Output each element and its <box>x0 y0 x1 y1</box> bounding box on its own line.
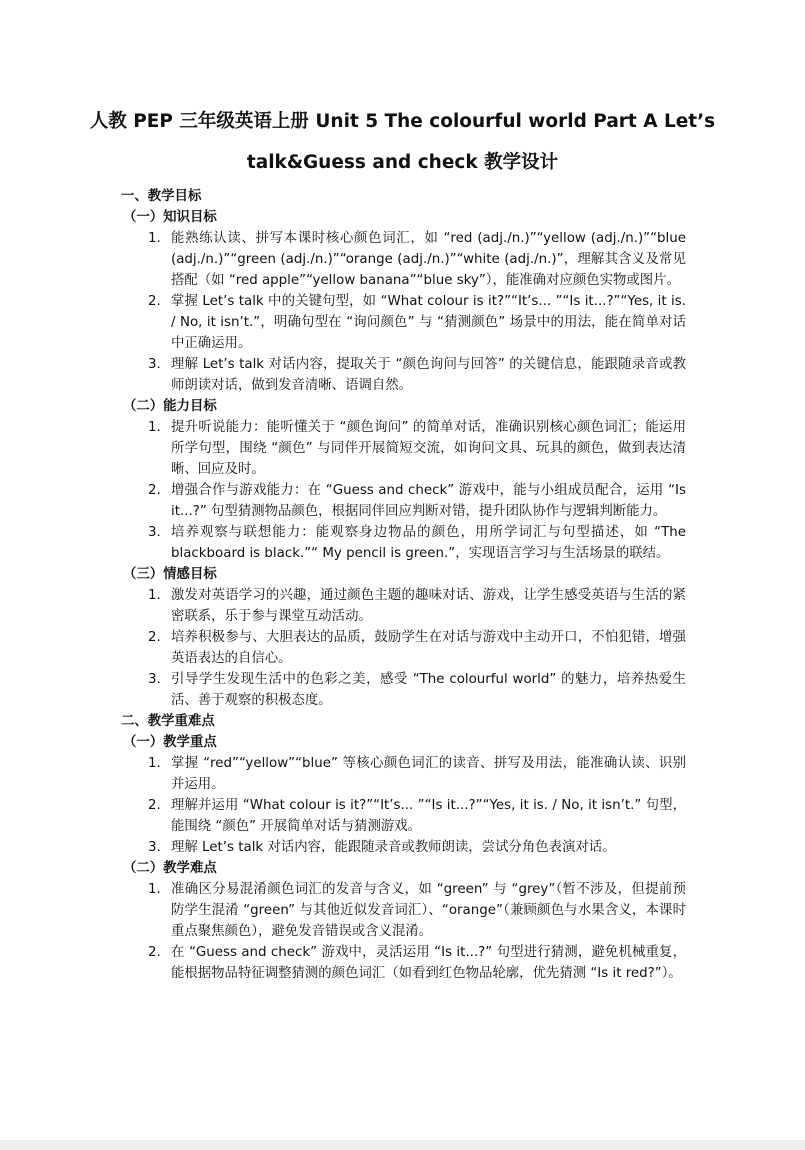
list-item-text: 掌握 Let’s talk 中的关键句型，如 “What colour is it?”“It’s... ”“Is it...?”“Yes, it is. / No, it isn’t.”，明确句型在 “询问颜色” 与 “猜测颜色” 场景中的用法，能在简单对话中正确运用。 <box>171 294 686 351</box>
list-item-text: 准确区分易混淆颜色词汇的发音与含义，如 “green” 与 “grey”（暂不涉及，但提前预防学生混淆 “green” 与其他近似发音词汇）、“orange”（兼顾颜色与水果含义，本课时重点聚焦颜色），避免发音错误或含义混淆。 <box>171 882 686 939</box>
list-item-number: 3. <box>148 672 161 687</box>
subsection-heading: （一）知识目标 <box>123 210 217 225</box>
list-item-text: 增强合作与游戏能力：在 “Guess and check” 游戏中，能与小组成员配合，运用 “Is it...?” 句型猜测物品颜色，根据同伴回应判断对错，提升团队协作与逻辑判断能力。 <box>171 483 686 519</box>
list-item-number: 1. <box>148 588 161 603</box>
list-item <box>121 753 686 795</box>
list-item-text: 培养积极参与、大胆表达的品质，鼓励学生在对话与游戏中主动开口，不怕犯错，增强英语表达的自信心。 <box>171 630 686 666</box>
list-item-text: 在 “Guess and check” 游戏中，灵活运用 “Is it...?” 句型进行猜测，避免机械重复，能根据物品特征调整猜测的颜色词汇（如看到红色物品轮廓，优先猜测 “Is it red?”）。 <box>171 945 686 981</box>
list-item-number: 2. <box>148 798 161 813</box>
document-title-line-2: talk&Guess and check 教学设计 <box>246 152 559 173</box>
list-item <box>121 795 686 837</box>
list-item <box>121 837 686 858</box>
list-item-number: 1. <box>148 882 161 897</box>
list-item-text: 理解并运用 “What colour is it?”“It’s... ”“Is it...?”“Yes, it is. / No, it isn’t.” 句型，能围绕 “颜色” 开展简单对话与猜测游戏。 <box>171 798 686 834</box>
list-item <box>121 228 686 291</box>
list-item-number: 3. <box>148 840 161 855</box>
section-heading: 一、教学目标 <box>121 189 202 204</box>
document-body <box>121 186 686 984</box>
subsection-heading: （三）情感目标 <box>123 567 217 582</box>
list-item <box>121 354 686 396</box>
list-item-text: 理解 Let’s talk 对话内容，提取关于 “颜色询问与回答” 的关键信息，能跟随录音或教师朗读对话，做到发音清晰、语调自然。 <box>171 357 686 393</box>
list-item-text: 培养观察与联想能力：能观察身边物品的颜色，用所学词汇与句型描述，如 “The blackboard is black.”“ My pencil is green.”，实现语言学习与生活场景的联结。 <box>171 525 686 561</box>
list-item-number: 1. <box>148 756 161 771</box>
list-item <box>121 627 686 669</box>
list-item-number: 2. <box>148 294 161 309</box>
list-item-text: 激发对英语学习的兴趣，通过颜色主题的趣味对话、游戏，让学生感受英语与生活的紧密联系，乐于参与课堂互动活动。 <box>171 588 686 624</box>
list-item-number: 2. <box>148 630 161 645</box>
list-item-text: 引导学生发现生活中的色彩之美，感受 “The colourful world” 的魅力，培养热爱生活、善于观察的积极态度。 <box>171 672 686 708</box>
subsection-heading: （二）能力目标 <box>123 399 217 414</box>
list-item-text: 能熟练认读、拼写本课时核心颜色词汇，如 “red (adj./n.)”“yellow (adj./n.)”“blue (adj./n.)”“green (adj./n.)”“orange (adj./n.)”“white (adj./n.)”，理解其含义及常见搭配（如 “red apple”“yellow banana”“blue sky”），能准确对应颜色实物或图片。 <box>171 231 686 288</box>
list-item <box>121 879 686 942</box>
list-item <box>121 522 686 564</box>
list-item-text: 理解 Let’s talk 对话内容，能跟随录音或教师朗读，尝试分角色表演对话。 <box>171 840 616 855</box>
list-item-number: 3. <box>148 357 161 372</box>
list-item <box>121 480 686 522</box>
list-item <box>121 669 686 711</box>
list-item-text: 掌握 “red”“yellow”“blue” 等核心颜色词汇的读音、拼写及用法，能准确认读、识别并运用。 <box>171 756 686 792</box>
list-item <box>121 417 686 480</box>
subsection-heading: （二）教学难点 <box>123 861 217 876</box>
list-item-number: 2. <box>148 483 161 498</box>
list-item-text: 提升听说能力：能听懂关于 “颜色询问” 的简单对话，准确识别核心颜色词汇；能运用所学句型，围绕 “颜色” 与同伴开展简短交流，如询问文具、玩具的颜色，做到表达清晰、回应及时。 <box>171 420 686 477</box>
document-title-line-1: 人教 PEP 三年级英语上册 Unit 5 The colourful world Part A Let’s <box>89 111 716 132</box>
section-heading: 二、教学重难点 <box>121 714 215 729</box>
subsection-heading: （一）教学重点 <box>123 735 217 750</box>
list-item-number: 2. <box>148 945 161 960</box>
list-item <box>121 942 686 984</box>
list-item <box>121 585 686 627</box>
list-item-number: 3. <box>148 525 161 540</box>
list-item-number: 1. <box>148 231 161 246</box>
list-item <box>121 291 686 354</box>
list-item-number: 1. <box>148 420 161 435</box>
